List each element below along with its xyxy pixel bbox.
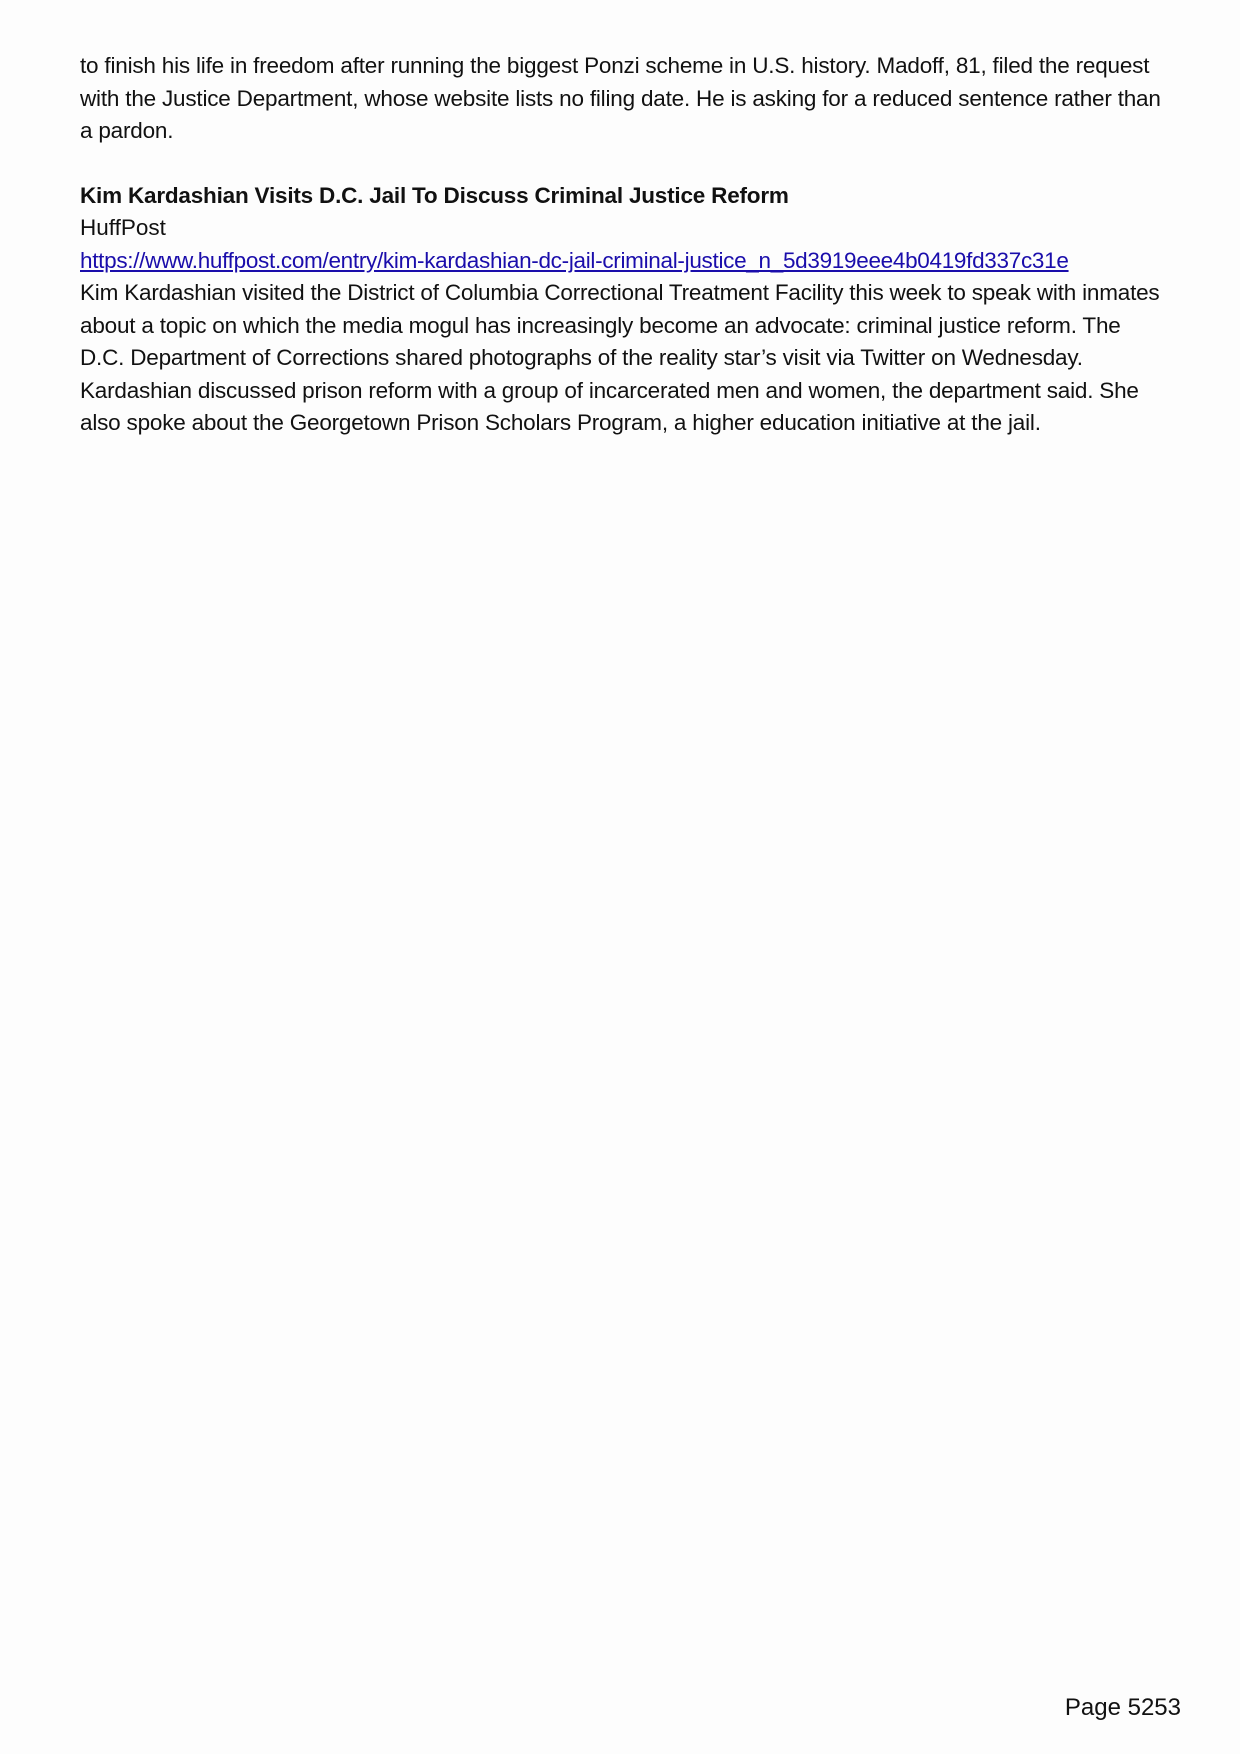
article-block: [80, 180, 1165, 440]
previous-article-continuation: to finish his life in freedom after running the biggest Ponzi scheme in U.S. history. Madoff, 81, filed the request with the Justice Department, whose website lists no filing date. He is asking for a reduced sentence rather than a pardon.: [80, 53, 1161, 143]
article-source: HuffPost: [80, 215, 166, 240]
page-number: Page 5253: [1064, 1694, 1181, 1721]
article-link[interactable]: https://www.huffpost.com/entry/kim-kardashian-dc-jail-criminal-justice_n_5d3919eee4b0419fd337c31e: [80, 247, 1069, 273]
paragraph-spacer: [80, 148, 1165, 180]
article-headline: Kim Kardashian Visits D.C. Jail To Discuss Criminal Justice Reform: [80, 182, 789, 208]
document-page: [80, 50, 1165, 440]
article-body: Kim Kardashian visited the District of Columbia Correctional Treatment Facility this week to speak with inmates about a topic on which the media mogul has increasingly become an advocate: criminal justice reform. The D.C. Department of Corrections shared photographs of the reality star’s visit via Twitter on Wednesday. Kardashian discussed prison reform with a group of incarcerated men and women, the department said. She also spoke about the Georgetown Prison Scholars Program, a higher education initiative at the jail.: [80, 280, 1160, 435]
